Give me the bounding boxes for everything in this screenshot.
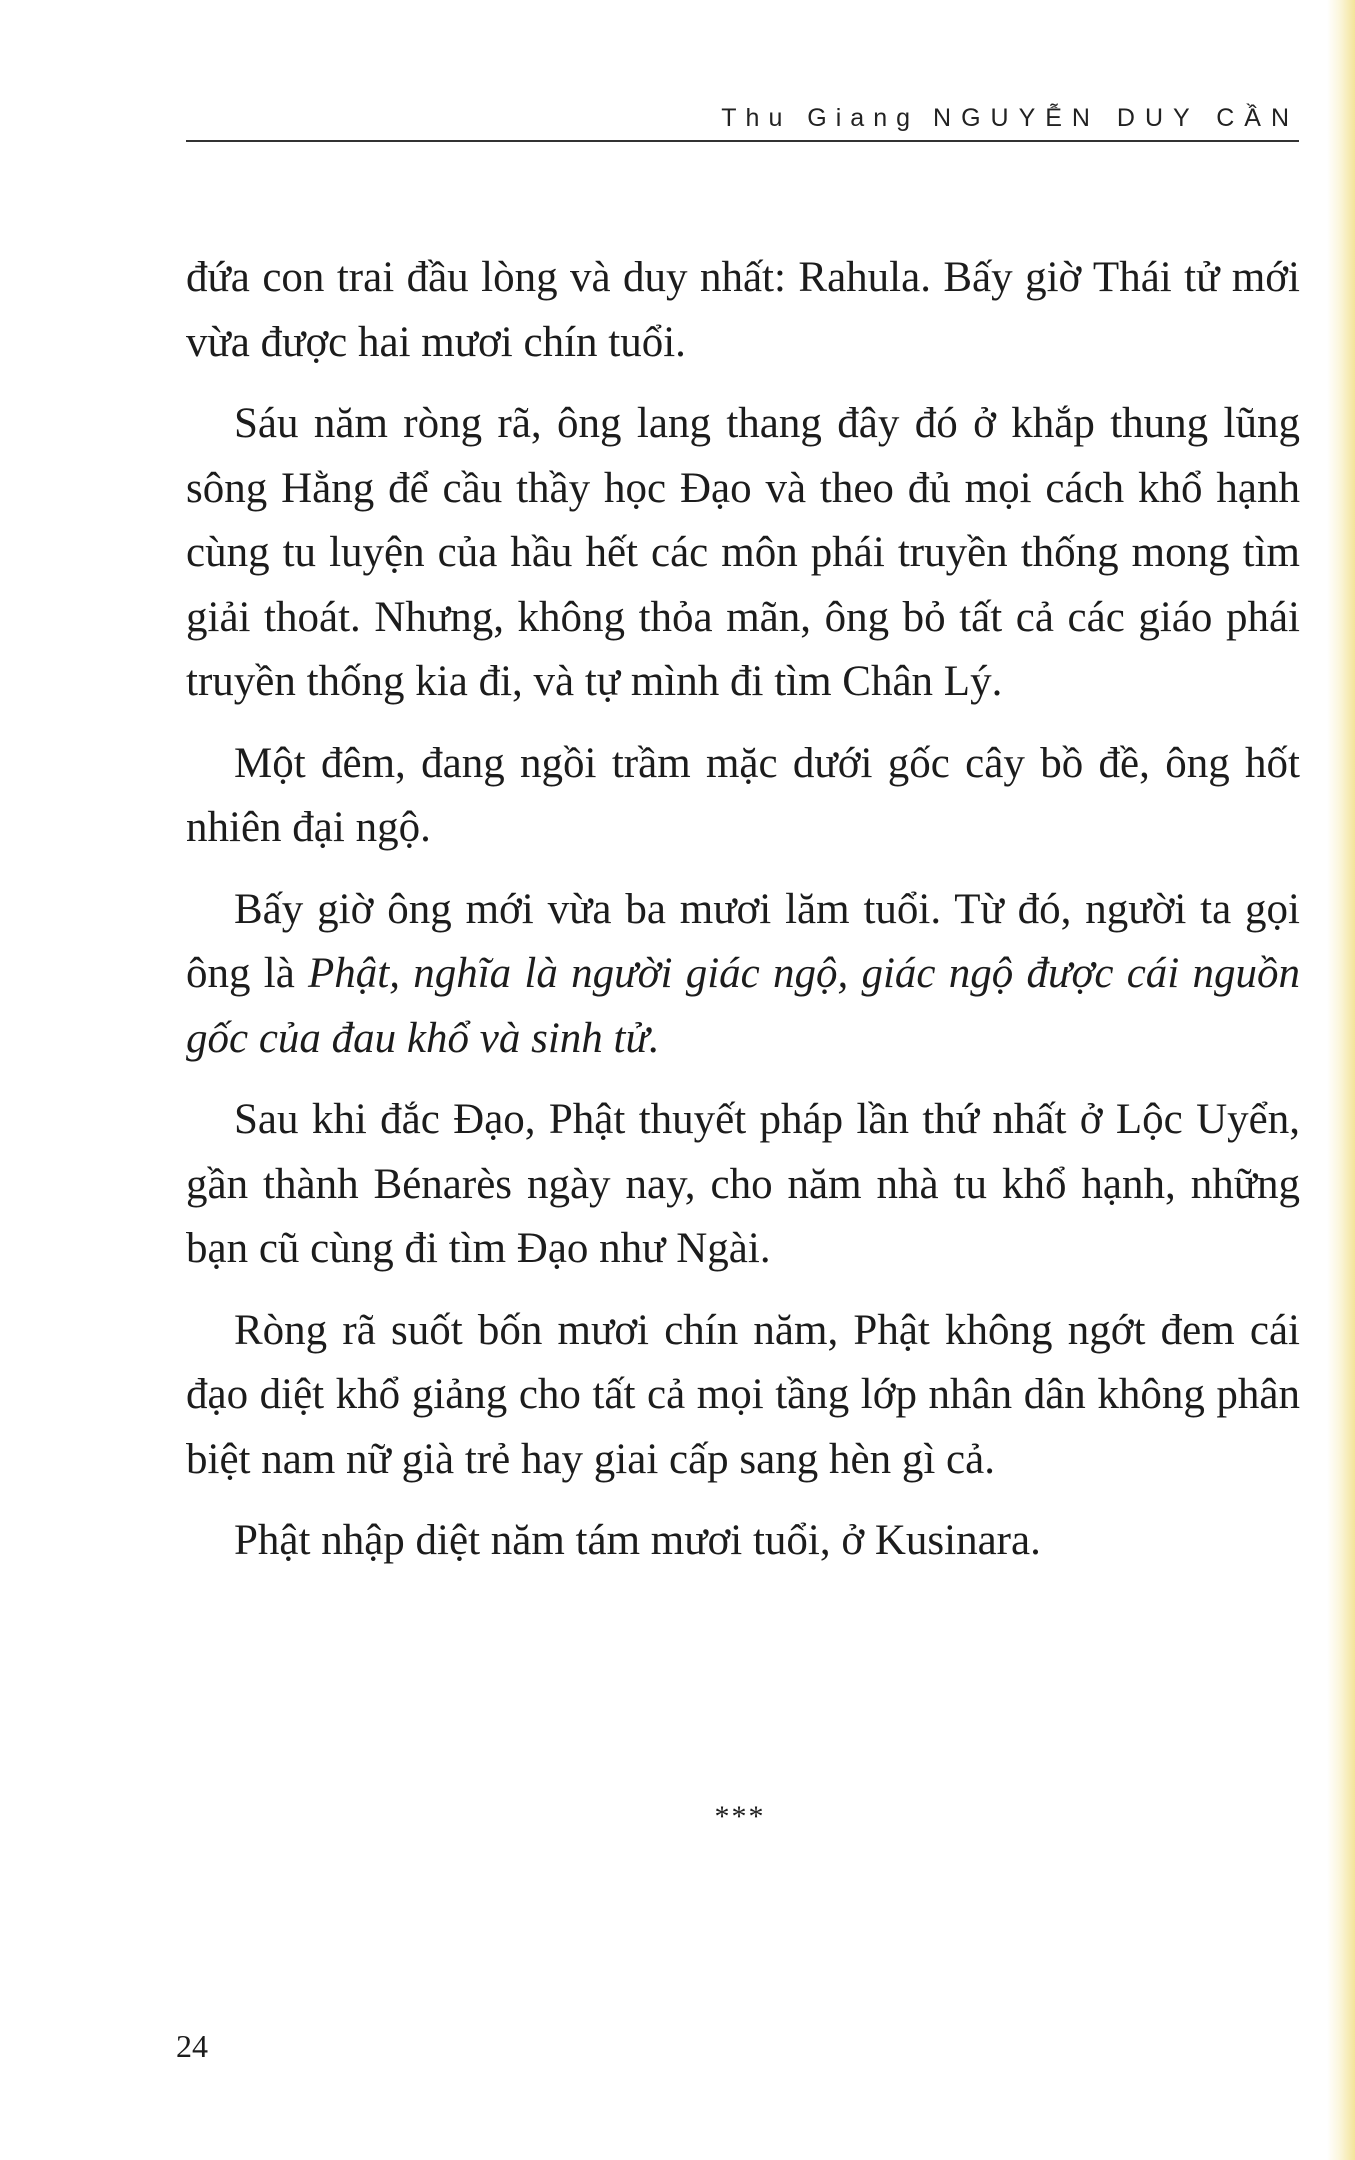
- paragraph-2: Sáu năm ròng rã, ông lang thang đây đó ở khắp thung lũng sông Hằng để cầu thầy học Đạo và theo đủ mọi cách khổ hạnh cùng tu luyện của hầu hết các môn phái truyền thống mong tìm giải thoát. Nhưng, không thỏa mãn, ông bỏ tất cả các giáo phái truyền thống kia đi, và tự mình đi tìm Chân Lý.: [186, 400, 1300, 705]
- running-header-given-name: Thu Giang: [721, 104, 920, 132]
- paragraph-3: Một đêm, đang ngồi trầm mặc dưới gốc cây bồ đề, ông hốt nhiên đại ngộ.: [186, 739, 1300, 851]
- page-edge-tint: [1327, 0, 1355, 2160]
- paragraph-4-italic: Phật, nghĩa là người giác ngộ, giác ngộ được cái nguồn gốc của đau khổ và sinh tử.: [186, 950, 1300, 1062]
- paragraph-7: Phật nhập diệt năm tám mươi tuổi, ở Kusinara.: [234, 1517, 1041, 1564]
- body-text: [186, 246, 1300, 1591]
- paragraph-1: đứa con trai đầu lòng và duy nhất: Rahula. Bấy giờ Thái tử mới vừa được hai mươi chín tuổi.: [186, 254, 1300, 366]
- page-number: 24: [176, 2028, 208, 2064]
- running-header-author: NGUYỄN DUY CẦN: [933, 104, 1299, 132]
- paragraph-4: [186, 878, 1300, 1072]
- paragraph-6: Ròng rã suốt bốn mươi chín năm, Phật không ngớt đem cái đạo diệt khổ giảng cho tất cả mọi tầng lớp nhân dân không phân biệt nam nữ già trẻ hay giai cấp sang hèn gì cả.: [186, 1306, 1300, 1483]
- paragraph-5: Sau khi đắc Đạo, Phật thuyết pháp lần thứ nhất ở Lộc Uyển, gần thành Bénarès ngày nay, cho năm nhà tu khổ hạnh, những bạn cũ cùng đi tìm Đạo như Ngài.: [186, 1096, 1300, 1272]
- header-rule: [186, 140, 1299, 142]
- paragraph-4-text: Bấy giờ ông mới vừa ba mươi lăm tuổi. Từ đó, người ta gọi ông là: [186, 885, 1300, 997]
- running-header: [721, 104, 1299, 133]
- section-separator: ***: [714, 1800, 766, 1833]
